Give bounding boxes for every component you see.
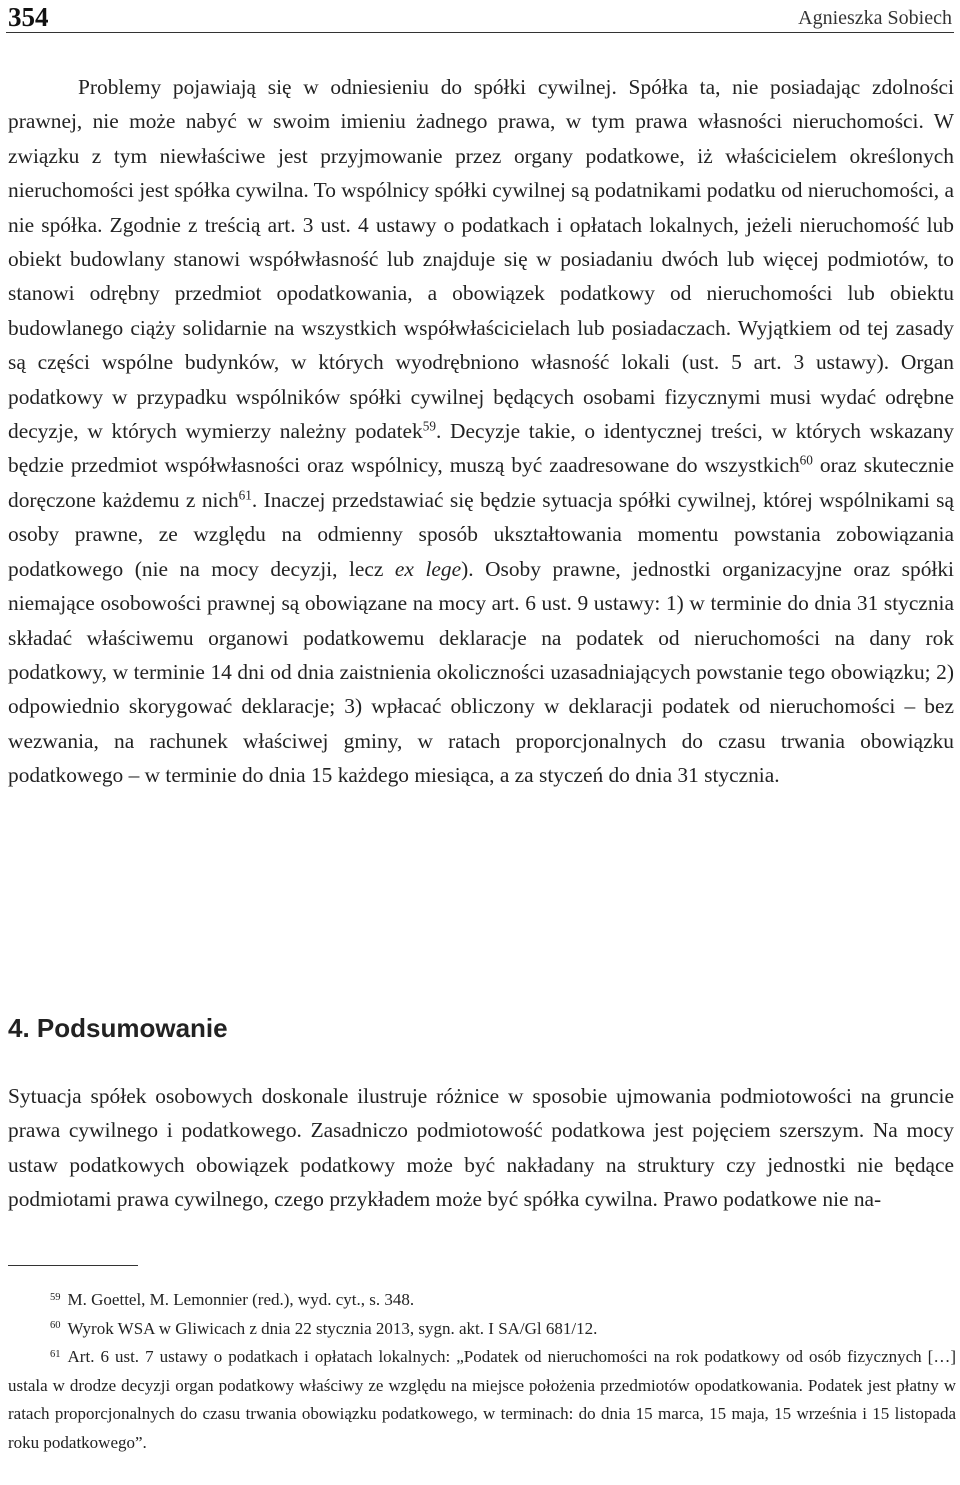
- footnote-number: 59: [50, 1291, 61, 1303]
- footnote-text: M. Goettel, M. Lemonnier (red.), wyd. cyt., s. 348.: [67, 1290, 415, 1309]
- paragraph-text: oraz skutecznie doręczone każdemu z nich: [8, 453, 954, 512]
- footnote-number: 61: [50, 1348, 61, 1360]
- footnote-reference-59[interactable]: 59: [422, 418, 436, 434]
- footnote-number: 60: [50, 1320, 61, 1332]
- footnote-reference-60[interactable]: 60: [799, 453, 813, 469]
- footnote-reference-61[interactable]: 61: [238, 487, 252, 503]
- section-heading: 4. Podsumowanie: [8, 1013, 228, 1043]
- page-number: 354: [8, 2, 49, 32]
- footnote-text: Wyrok WSA w Gliwicach z dnia 22 stycznia 2013, sygn. akt. I SA/Gl 681/12.: [67, 1318, 598, 1338]
- footnote-60: [8, 1315, 956, 1344]
- footnote-59: [8, 1286, 956, 1315]
- running-header: [6, 2, 954, 33]
- section-paragraph: Sytuacja spółek osobowych doskonale ilustruje różnice w sposobie ujmowania podmiotowości na gruncie prawa cywilnego i podatkowego. Zasadniczo podmiotowość podatkowa jest pojęciem szerszym. Na mocy ustaw podatkowych obowiązek podatkowy może być nakładany na struktury czy jednostki nie będące podmiotami prawa cywilnego, czego przykładem może być spółka cywilna. Prawo podatkowe nie na-: [8, 1084, 954, 1212]
- footnotes: [8, 1286, 956, 1458]
- footnote-61: [8, 1343, 956, 1457]
- paragraph-text: . Inaczej przedstawiać się będzie sytuacja spółki cywilnej, której wspólnikami są osoby prawne, ze względu na odmienny sposób ukształtowania momentu powstania zobowiązania podatkowego (nie na mocy decyzji, lecz: [8, 487, 955, 581]
- paragraph-text: ). Osoby prawne, jednostki organizacyjne oraz spółki niemające osobowości prawnej są obowiązane na mocy art. 6 ust. 9 ustawy: 1) w terminie do dnia 31 stycznia składać właściwemu organowi podatkowemu deklaracje na podatek od nieruchomości na dany rok podatkowy, w terminie 14 dni od dnia zaistnienia okoliczności uzasadniających powstanie tego obowiązku; 2) odpowiednio skorygować deklaracje; 3) wpłacać obliczony w deklaracji podatek od nieruchomości – bez wezwania, na rachunek właściwej gminy, w ratach proporcjonalnych do czasu trwania obowiązku podatkowego – w terminie do dnia 15 każdego miesiąca, a za styczeń do dnia 31 stycznia.: [8, 556, 954, 788]
- running-author: Agnieszka Sobiech: [798, 7, 952, 29]
- footnote-text: Art. 6 ust. 7 ustawy o podatkach i opłatach lokalnych: „Podatek od nieruchomości na rok podatkowy od osób fizycznych […] ustala w drodze decyzji organ podatkowy właściwy ze względu na miejsce położenia przedmiotów opodatkowania. Podatek jest płatny w ratach proporcjonalnych do czasu trwania obowiązku podatkowego, w terminach: do dnia 15 marca, 15 maja, 15 września i 15 listopada roku podatkowego”.: [8, 1347, 956, 1452]
- paragraph-text: Problemy pojawiają się w odniesieniu do spółki cywilnej. Spółka ta, nie posiadając zdolności prawnej, nie może nabyć w swoim imieniu żadnego prawa, w tym prawa własności nieruchomości. W związku z tym niewłaściwe jest przyjmowanie przez organy podatkowe, iż właścicielem określonych nieruchomości jest spółka cywilna. To wspólnicy spółki cywilnej są podatnikami podatku od nieruchomości, a nie spółka. Zgodnie z treścią art. 3 ust. 4 ustawy o podatkach i opłatach lokalnych, jeżeli nieruchomość lub obiekt budowlany stanowi współwłasność lub znajduje się w posiadaniu dwóch lub więcej podmiotów, to stanowi odrębny przedmiot opodatkowania, a obowiązek podatkowy od nieruchomości lub obiektu budowlanego ciąży solidarnie na wszystkich współwłaścicielach lub posiadaczach. Wyjątkiem od tej zasady są części wspólne budynków, w których wyodrębniono własność lokali (ust. 5 art. 3 ustawy). Organ podatkowy w przypadku wspólników spółki cywilnej będących osobami fizycznymi musi wydać odrębne decyzje, w których wymierzy należny podatek: [8, 75, 954, 444]
- paragraph-text: . Decyzje takie, o identycznej treści, w których wskazany będzie przedmiot współwłasności oraz wspólnicy, muszą być zaadresowane do wszystkich: [8, 419, 954, 478]
- latin-phrase: ex lege: [394, 556, 462, 581]
- body-paragraph: [8, 70, 954, 793]
- footnote-divider: [8, 1265, 138, 1266]
